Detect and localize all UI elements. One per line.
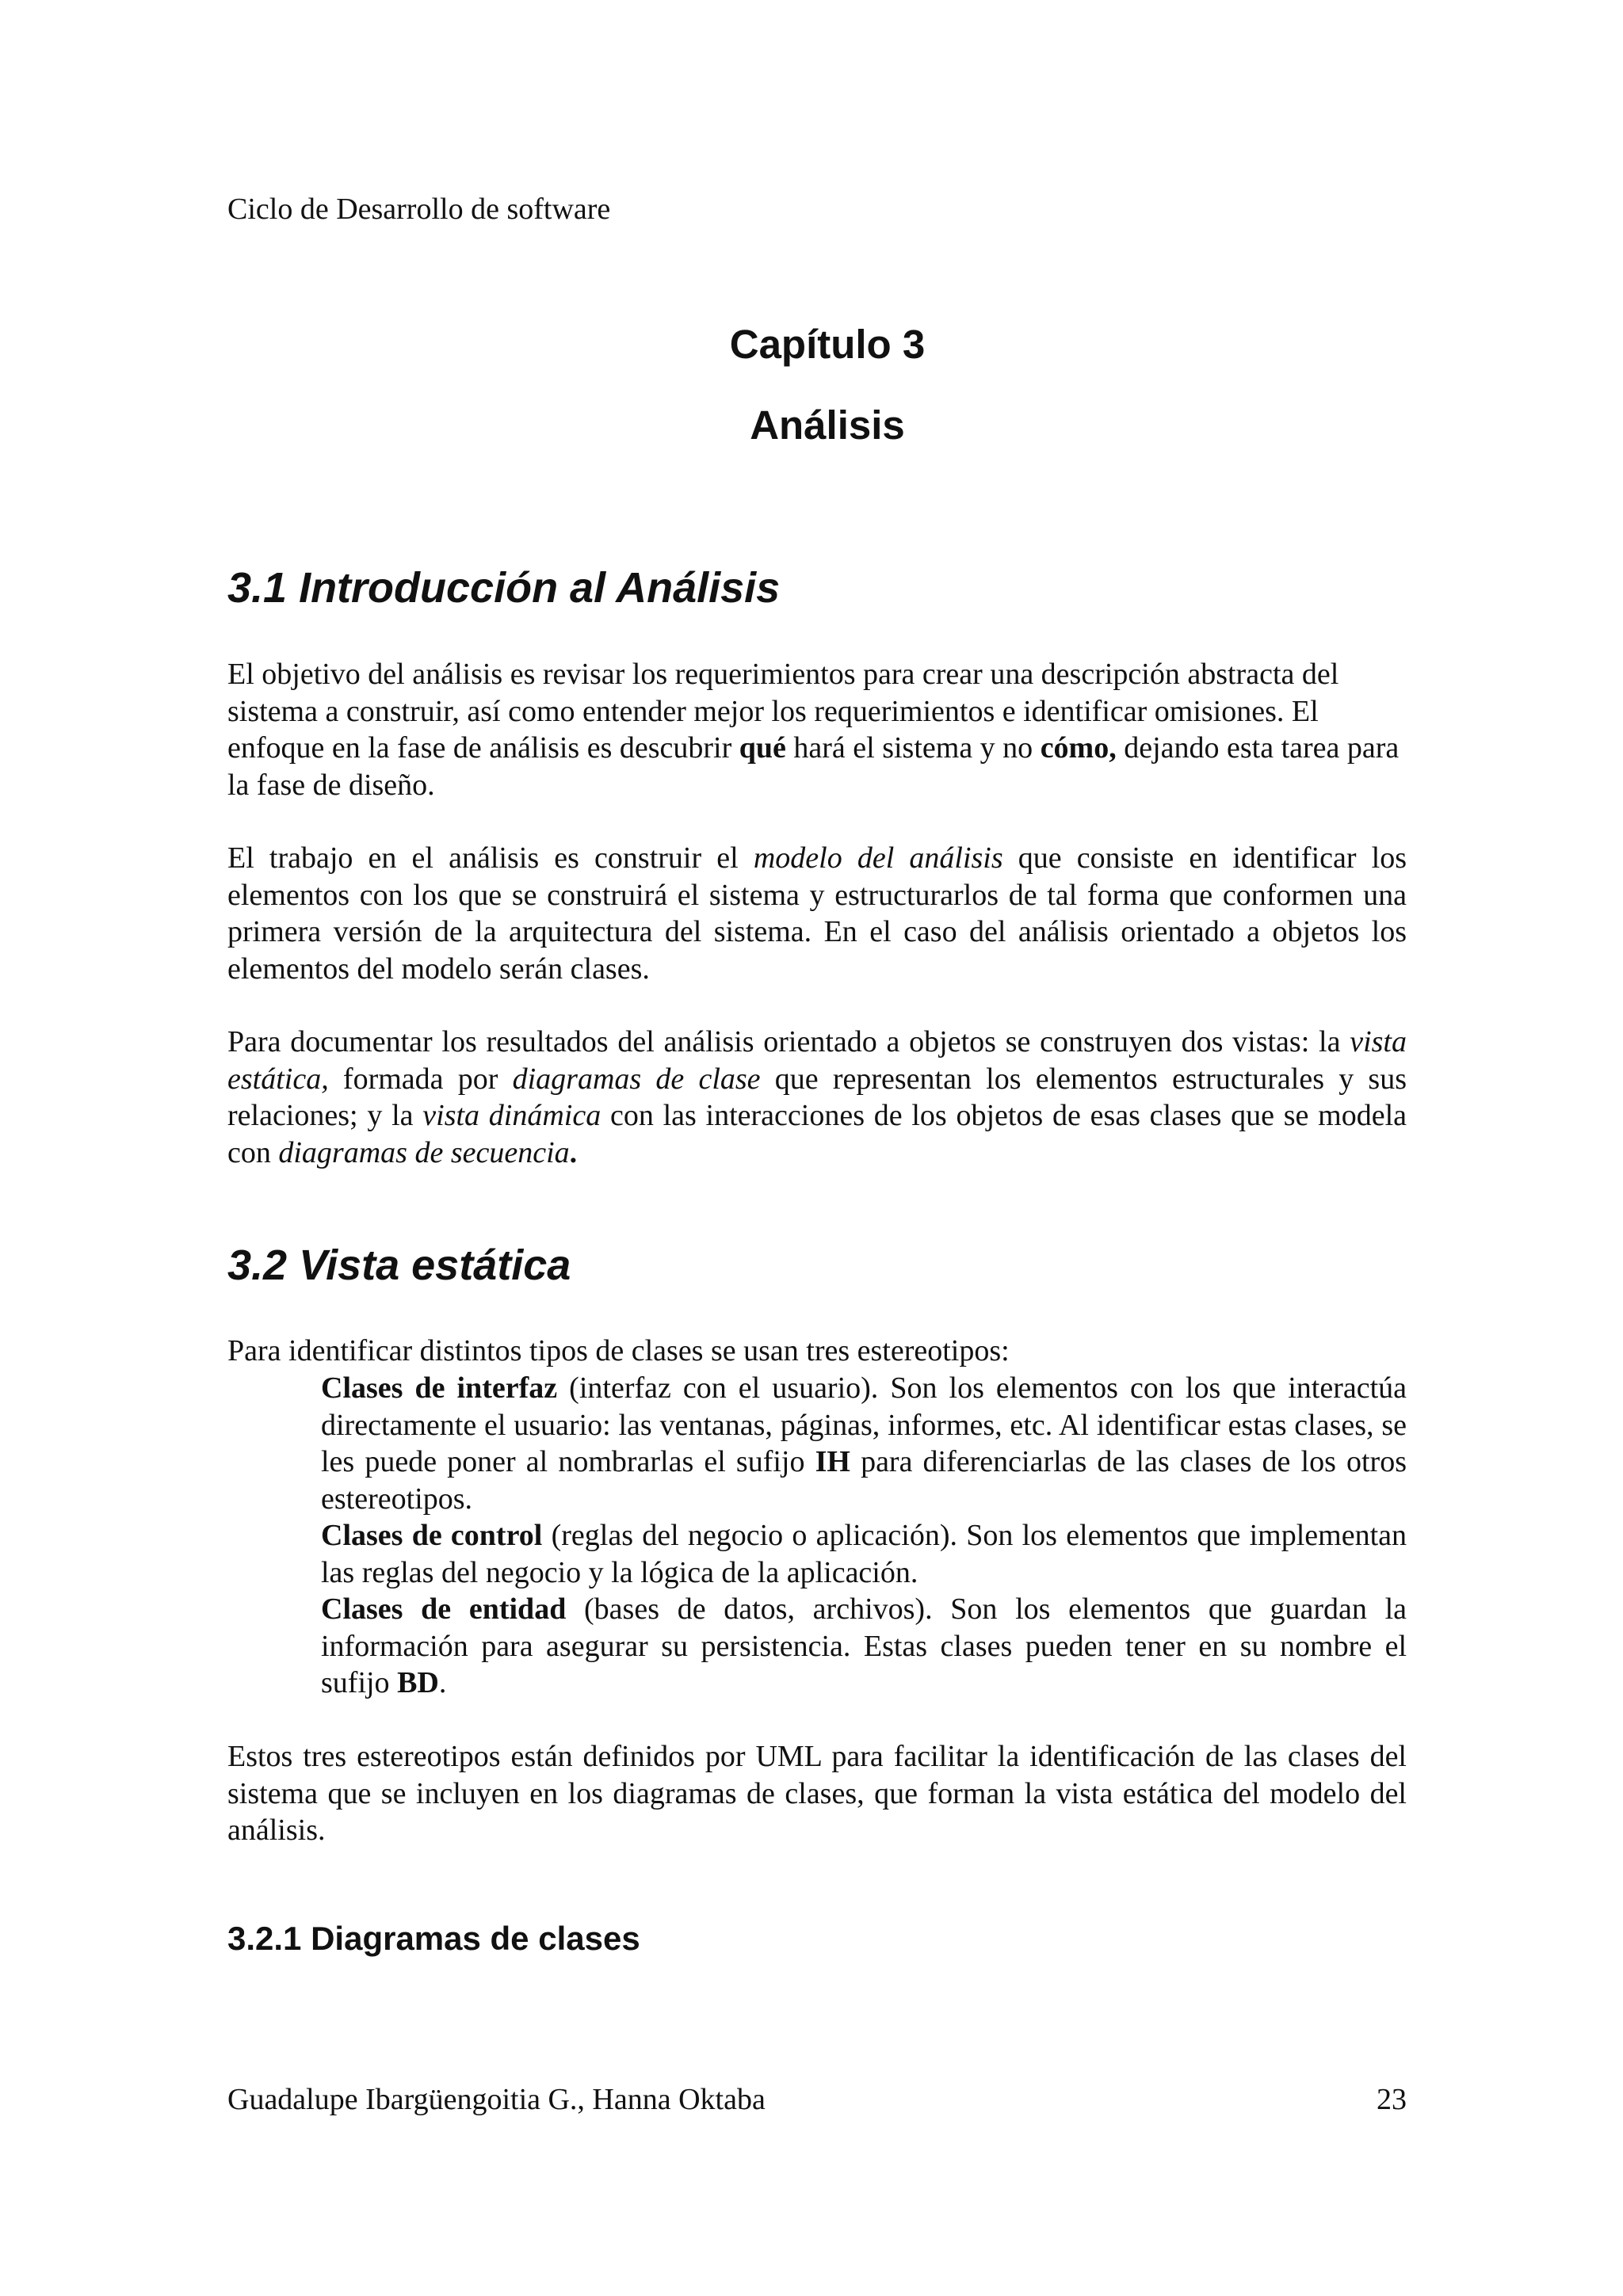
text-run: Para documentar los resultados del análisis orientado a objetos se construyen dos vistas: la xyxy=(227,1025,1350,1058)
italic-term-diagramas-clase: diagramas de clase xyxy=(512,1062,761,1096)
stereotype-name: Clases de control xyxy=(321,1519,543,1552)
bold-period: . xyxy=(569,1135,578,1169)
bold-term-que: qué xyxy=(739,731,786,765)
text-run: El objetivo del análisis es revisar los requerimientos para crear una descripción abstracta del sistema a construir, así como entender mejor los requerimientos e identificar omisiones. El enfoque en la fase de análisis es descubrir xyxy=(227,658,1339,765)
text-run: para diferenciarlas de las clases de los otros estereotipos. xyxy=(321,1445,1407,1516)
text-run: (bases de datos, archivos). Son los elementos que guardan la información para asegurar su persistencia. Estas clases pueden tener en su nombre el sufijo xyxy=(321,1592,1407,1699)
stereotype-item-interfaz xyxy=(321,1370,1407,1517)
subsection-heading-3-2-1: 3.2.1 Diagramas de clases xyxy=(227,1920,640,1957)
text-run: (interfaz con el usuario). Son los elementos con los que interactúa directamente el usuario: las ventanas, páginas, informes, etc. Al identificar estas clases, se les puede poner al nombrarlas el sufijo xyxy=(321,1371,1407,1478)
text-run: con las interacciones de los objetos de esas clases que se modela con xyxy=(227,1099,1407,1169)
text-run: (reglas del negocio o aplicación). Son los elementos que implementan las reglas del negocio y la lógica de la aplicación. xyxy=(321,1519,1407,1589)
stereotype-suffix: BD xyxy=(397,1666,439,1699)
text-run: . xyxy=(438,1666,447,1699)
italic-term-diagramas-secuencia: diagramas de secuencia xyxy=(278,1135,570,1169)
text-run: que consiste en identificar los elementos con los que se construirá el sistema y estructurarlos de tal forma que conformen una primera versión de la arquitectura del sistema. En el caso del análisis orientado a objetos los elementos del modelo serán clases. xyxy=(227,841,1407,986)
paragraph-stereotypes-intro: Para identificar distintos tipos de clases se usan tres estereotipos: xyxy=(227,1334,1010,1367)
chapter-number: Capítulo 3 xyxy=(729,322,926,367)
italic-term-vista-dinamica: vista dinámica xyxy=(422,1099,601,1132)
paragraph-analysis-model xyxy=(227,840,1407,987)
stereotype-name: Clases de interfaz xyxy=(321,1371,558,1405)
text-run: que representan los elementos estructurales y sus relaciones; y la xyxy=(227,1062,1407,1132)
stereotype-item-control xyxy=(321,1517,1407,1591)
italic-term-vista-estatica: vista estática, xyxy=(227,1025,1407,1096)
section-heading-3-1: 3.1 Introducción al Análisis xyxy=(227,564,781,612)
chapter-title: Análisis xyxy=(750,402,905,448)
paragraph-analysis-views xyxy=(227,1024,1407,1171)
paragraph-uml-stereotypes: Estos tres estereotipos están definidos por UML para facilitar la identificación de las clases del sistema que se incluyen en los diagramas de clases, que forman la vista estática del modelo del análisis. xyxy=(227,1740,1407,1847)
stereotype-name: Clases de entidad xyxy=(321,1592,567,1626)
footer-authors: Guadalupe Ibargüengoitia G., Hanna Oktaba xyxy=(227,2083,766,2116)
bold-term-como: cómo, xyxy=(1040,731,1117,765)
stereotype-list xyxy=(321,1370,1407,1702)
text-run: dejando esta tarea para la fase de diseño. xyxy=(227,731,1400,802)
page-number: 23 xyxy=(1377,2083,1407,2116)
italic-term-modelo-analisis: modelo del análisis xyxy=(753,841,1003,875)
stereotype-item-entidad xyxy=(321,1591,1407,1702)
text-run: formada por xyxy=(328,1062,513,1096)
paragraph-analysis-objective xyxy=(227,656,1407,803)
section-heading-3-2: 3.2 Vista estática xyxy=(227,1241,571,1289)
text-run: El trabajo en el análisis es construir el xyxy=(227,841,754,875)
text-run: hará el sistema y no xyxy=(785,731,1041,765)
stereotype-suffix: IH xyxy=(815,1445,850,1478)
running-header: Ciclo de Desarrollo de software xyxy=(227,193,611,226)
